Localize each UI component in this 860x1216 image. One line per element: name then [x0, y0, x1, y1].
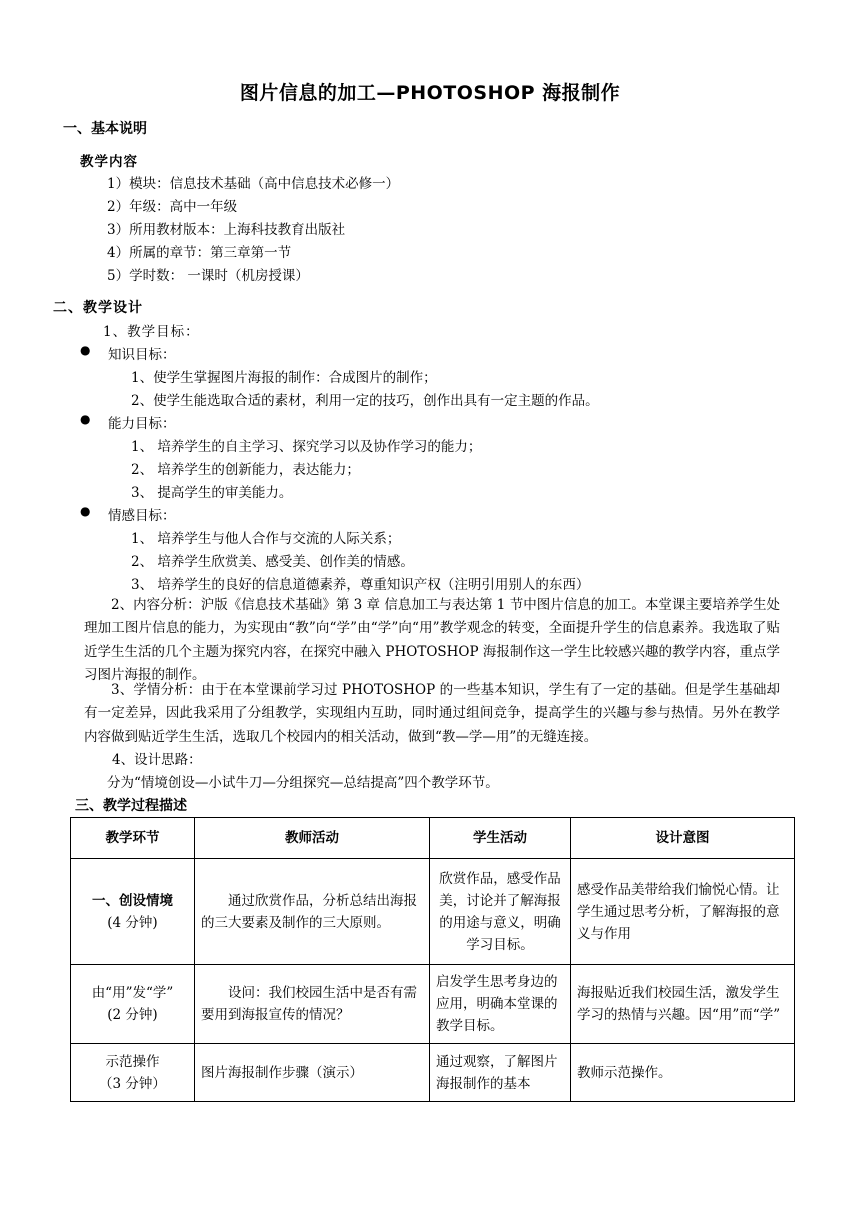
stage-time: (4 分钟) — [107, 914, 158, 931]
list-item: 3、 提高学生的审美能力。 — [131, 485, 293, 501]
teacher-cell: 通过欣赏作品，分析总结出海报的三大要素及制作的三大原则。 — [195, 859, 430, 965]
stage-cell — [71, 859, 195, 965]
section-1-subheading: 教学内容 — [80, 154, 138, 170]
knowledge-goal-label: 知识目标： — [108, 347, 176, 363]
list-item: 4）所属的章节：第三章第一节 — [107, 245, 292, 261]
list-item: 3）所用教材版本：上海科技教育出版社 — [107, 222, 346, 238]
table-row — [71, 1044, 795, 1102]
emotion-goal-label: 情感目标： — [108, 508, 176, 524]
ability-goal-label: 能力目标： — [108, 416, 176, 432]
stage-name: 示范操作 — [105, 1053, 160, 1070]
design-idea-heading: 4、设计思路： — [112, 752, 202, 768]
learner-analysis-paragraph: 3、学情分析：由于在本堂课前学习过 PHOTOSHOP 的一些基本知识，学生有了一定的基础。但是学生基础却有一定差异，因此我采用了分组教学，实现组内互助，同时通过组间竞争，提高学生的兴趣与参与热情。另外在教学内容做到贴近学生生活，选取几个校园内的相关活动，做到“教—学—用”的无缝连接。 — [84, 682, 780, 745]
page-title: 图片信息的加工—PHOTOSHOP 海报制作 — [239, 82, 621, 104]
list-item: 1）模块：信息技术基础（高中信息技术必修一） — [107, 176, 400, 192]
table-row — [71, 965, 795, 1044]
teacher-cell: 图片海报制作步骤（演示） — [195, 1044, 430, 1102]
student-cell: 启发学生思考身边的应用，明确本堂课的教学目标。 — [430, 965, 571, 1044]
list-item: 5）学时数： 一课时（机房授课） — [107, 268, 309, 284]
table-row — [71, 859, 795, 965]
list-item: 2）年级：高中一年级 — [107, 199, 238, 215]
list-item: 2、使学生能选取合适的素材，利用一定的技巧，创作出具有一定主题的作品。 — [131, 393, 599, 409]
student-cell: 通过观察，了解图片海报制作的基本 — [430, 1044, 571, 1102]
content-analysis-paragraph: 2、内容分析：沪版《信息技术基础》第 3 章 信息加工与表达第 1 节中图片信息的加工。本堂课主要培养学生处理加工图片信息的能力，为实现由“教”向“学”由“学”向“用”教学观念的转变，全面提升学生的信息素养。我选取了贴近学生生活的几个主题为探究内容，在探究中融入 PHOTOSHOP 海报制作这一学生比较感兴趣的教学内容，重点学习图片海报的制作。 — [84, 597, 780, 683]
list-item: 2、 培养学生欣赏美、感受美、创作美的情感。 — [131, 554, 414, 570]
header-intent: 设计意图 — [571, 818, 795, 859]
list-item: 1、使学生掌握图片海报的制作：合成图片的制作； — [131, 370, 437, 386]
header-student: 学生活动 — [430, 818, 571, 859]
stage-name: 由“用”发“学” — [91, 985, 174, 1001]
bullet-icon: ● — [80, 504, 91, 518]
student-cell: 欣赏作品，感受作品美，讨论并了解海报的用途与意义，明确学习目标。 — [430, 859, 571, 965]
header-stage: 教学环节 — [71, 818, 195, 859]
design-idea-text: 分为“情境创设—小试牛刀—分组探究—总结提高”四个教学环节。 — [107, 775, 499, 791]
stage-cell — [71, 965, 195, 1044]
bullet-icon: ● — [80, 343, 91, 357]
bullet-icon: ● — [80, 412, 91, 426]
header-teacher: 教师活动 — [195, 818, 430, 859]
section-3-heading: 三、教学过程描述 — [75, 798, 187, 814]
stage-cell — [71, 1044, 195, 1102]
list-item: 3、 培养学生的良好的信息道德素养，尊重知识产权（注明引用别人的东西） — [131, 577, 590, 593]
section-2-heading: 二、教学设计 — [53, 300, 143, 316]
list-item: 1、 培养学生的自主学习、探究学习以及协作学习的能力； — [131, 439, 482, 455]
list-item: 2、 培养学生的创新能力，表达能力； — [131, 462, 360, 478]
intent-cell: 教师示范操作。 — [571, 1044, 795, 1102]
process-table — [70, 817, 795, 1102]
table-header-row — [71, 818, 795, 859]
intent-cell: 感受作品美带给我们愉悦心情。让学生通过思考分析，了解海报的意义与作用 — [571, 859, 795, 965]
goal-heading: 1、教学目标： — [103, 324, 200, 340]
intent-cell: 海报贴近我们校园生活，激发学生学习的热情与兴趣。因“用”而“学” — [571, 965, 795, 1044]
stage-name: 一、创设情境 — [92, 892, 173, 909]
stage-time: （3 分钟） — [99, 1075, 166, 1092]
teacher-cell: 设问：我们校园生活中是否有需要用到海报宣传的情况？ — [195, 965, 430, 1044]
list-item: 1、 培养学生与他人合作与交流的人际关系； — [131, 531, 401, 547]
section-1-heading: 一、基本说明 — [63, 121, 147, 137]
stage-time: (2 分钟) — [107, 1007, 158, 1023]
